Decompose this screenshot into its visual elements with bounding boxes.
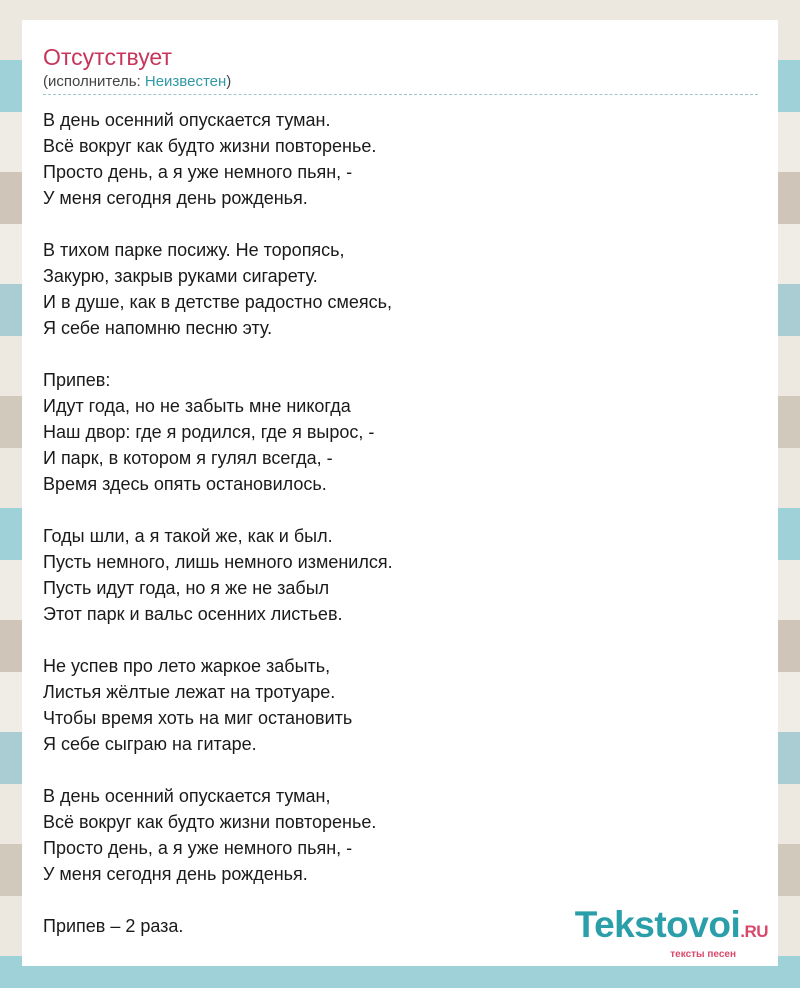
lyrics-stanza (43, 107, 758, 211)
lyric-line: Годы шли, а я такой же, как и был. (43, 526, 333, 546)
logo-wordmark (574, 904, 768, 950)
lyric-line: Всё вокруг как будто жизни повторенье. (43, 812, 377, 832)
lyric-line: Время здесь опять остановилось. (43, 474, 327, 494)
lyrics-stanza (43, 367, 758, 497)
artist-prefix: (исполнитель: (43, 73, 145, 90)
lyric-line: У меня сегодня день рожденья. (43, 864, 308, 884)
lyric-line: Просто день, а я уже немного пьян, - (43, 162, 353, 182)
site-logo[interactable] (574, 904, 768, 960)
lyrics-body (43, 107, 758, 939)
logo-tld: .RU (740, 922, 768, 941)
lyric-line: Всё вокруг как будто жизни повторенье. (43, 136, 377, 156)
lyric-line: Я себе сыграю на гитаре. (43, 734, 257, 754)
lyric-line: Просто день, а я уже немного пьян, - (43, 838, 353, 858)
lyric-line: У меня сегодня день рожденья. (43, 188, 308, 208)
lyric-line: Пусть идут года, но я же не забыл (43, 578, 330, 598)
lyric-line: Закурю, закрыв руками сигарету. (43, 266, 318, 286)
lyric-line: Припев: (43, 370, 111, 390)
logo-main-text: Tekstovoi (574, 904, 741, 945)
lyrics-stanza (43, 523, 758, 627)
lyrics-stanza (43, 783, 758, 887)
logo-tagline: тексты песен (670, 949, 736, 960)
lyric-line: Листья жёлтые лежат на тротуаре. (43, 682, 336, 702)
lyric-line: В день осенний опускается туман. (43, 110, 331, 130)
lyric-line: Не успев про лето жаркое забыть, (43, 656, 331, 676)
lyrics-card (22, 20, 778, 966)
lyric-line: Этот парк и вальс осенних листьев. (43, 604, 343, 624)
lyric-line: В день осенний опускается туман, (43, 786, 331, 806)
lyric-line: И в душе, как в детстве радостно смеясь, (43, 292, 392, 312)
lyric-line: Пусть немного, лишь немного изменился. (43, 552, 393, 572)
lyrics-stanza (43, 653, 758, 757)
lyrics-stanza (43, 237, 758, 341)
artist-line (43, 72, 758, 95)
lyric-line: И парк, в котором я гулял всегда, - (43, 448, 333, 468)
lyric-line: В тихом парке посижу. Не торопясь, (43, 240, 345, 260)
lyric-line: Чтобы время хоть на миг остановить (43, 708, 353, 728)
artist-suffix: ) (226, 73, 232, 90)
artist-link[interactable]: Неизвестен (144, 73, 227, 90)
lyric-line: Наш двор: где я родился, где я вырос, - (43, 422, 375, 442)
lyric-line: Припев – 2 раза. (43, 916, 184, 936)
song-title: Отсутствует (43, 44, 172, 70)
lyric-line: Идут года, но не забыть мне никогда (43, 396, 351, 416)
lyric-line: Я себе напомню песню эту. (43, 318, 273, 338)
